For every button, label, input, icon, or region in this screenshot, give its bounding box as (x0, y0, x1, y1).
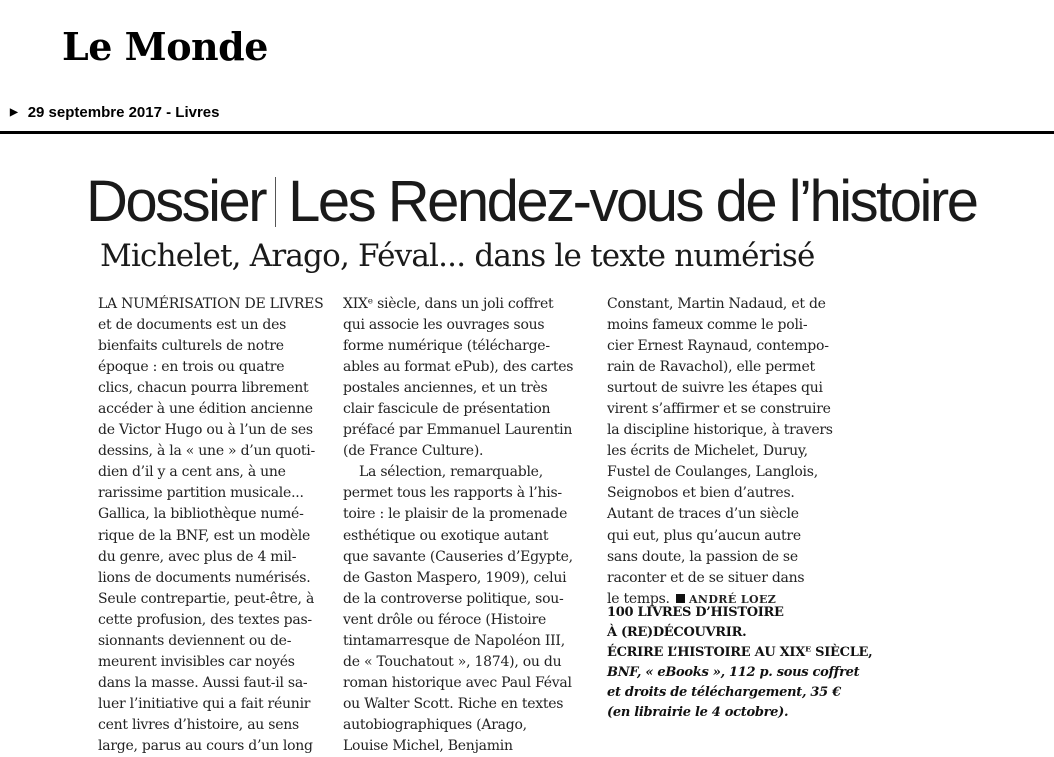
text-line: ou Walter Scott. Riche en textes (343, 695, 564, 712)
article-column-1 (98, 294, 323, 757)
subheadline: Michelet, Arago, Féval... dans le texte numérisé (100, 238, 815, 274)
text-line: autobiographiques (Arago, (343, 716, 527, 733)
text-line: rarissime partition musicale... (98, 485, 304, 502)
end-square-icon (676, 594, 685, 603)
text-line: toire : le plaisir de la promenade (343, 506, 568, 523)
text-line: Seignobos et bien d’autres. (607, 485, 795, 502)
book-info-line: ÉCRIRE L’HISTOIRE AU XIXᴱ SIÈCLE, (607, 645, 873, 661)
text-line: de la controverse politique, sou- (343, 590, 564, 607)
text-line: clair fascicule de présentation (343, 401, 551, 418)
book-info-box (607, 603, 872, 724)
text-line: cent livres d’histoire, au sens (98, 716, 299, 733)
article-column-3 (607, 294, 833, 610)
book-info-line: 100 LIVRES D’HISTOIRE (607, 605, 784, 620)
text-line: luer l’initiative qui a fait réunir (98, 695, 311, 712)
text-line: le temps. (607, 590, 670, 607)
text-line: sionnants deviennent ou de- (98, 632, 292, 649)
author-signature: ANDRÉ LOEZ (688, 592, 777, 606)
text-line: permet tous les rapports à l’his- (343, 485, 562, 502)
book-info-line: (en librairie le 4 octobre). (607, 705, 789, 721)
text-line: large, parus au cours d’un long (98, 737, 313, 754)
masthead-logo: Le Monde (62, 24, 268, 69)
text-line: les écrits de Michelet, Duruy, (607, 443, 808, 460)
text-line: surtout de suivre les étapes qui (607, 380, 823, 397)
book-info-line: et droits de téléchargement, 35 € (607, 685, 841, 701)
text-line: Seule contrepartie, peut-être, à (98, 590, 315, 607)
headline-separator (275, 177, 276, 227)
headline-kicker: Dossier (86, 169, 266, 234)
text-line: LA NUMÉRISATION DE LIVRES (98, 296, 324, 312)
text-line: postales anciennes, et un très (343, 380, 548, 397)
text-line: vent drôle ou féroce (Histoire (343, 611, 546, 628)
text-line: virent s’affirmer et se construire (607, 401, 831, 418)
text-line: la discipline historique, à travers (607, 422, 833, 439)
text-line: dien d’il y a cent ans, à une (98, 464, 286, 481)
text-line: accéder à une édition ancienne (98, 401, 313, 418)
text-line: rain de Ravachol), elle permet (607, 359, 815, 376)
dateline (10, 104, 219, 121)
text-line: lions de documents numérisés. (98, 569, 311, 586)
text-line: meurent invisibles car noyés (98, 653, 295, 670)
dateline-text: 29 septembre 2017 - Livres (27, 104, 220, 121)
text-line: cier Ernest Raynaud, contempo- (607, 338, 829, 355)
text-line: moins fameux comme le poli- (607, 317, 808, 334)
text-line: Gallica, la bibliothèque numé- (98, 506, 304, 523)
text-line: forme numérique (télécharge- (343, 338, 550, 355)
text-line: qui associe les ouvrages sous (343, 317, 545, 334)
text-line: de Victor Hugo ou à l’un de ses (98, 422, 313, 439)
book-info-line: À (RE)DÉCOUVRIR. (607, 625, 747, 641)
text-line: esthétique ou exotique autant (343, 527, 549, 544)
headline-title: Les Rendez-vous de l’histoire (288, 169, 977, 234)
text-line: Constant, Martin Nadaud, et de (607, 296, 826, 312)
text-line: clics, chacun pourra librement (98, 380, 309, 397)
text-line: préfacé par Emmanuel Laurentin (343, 422, 573, 439)
text-line: cette profusion, des textes pas- (98, 611, 312, 628)
text-line: que savante (Causeries d’Egypte, (343, 548, 573, 565)
text-line: tintamarresque de Napoléon III, (343, 632, 565, 649)
text-line: sans doute, la passion de se (607, 548, 798, 565)
text-line: dessins, à la « une » d’un quoti- (98, 443, 315, 460)
text-line: de Gaston Maspero, 1909), celui (343, 569, 567, 586)
text-line: époque : en trois ou quatre (98, 359, 285, 376)
text-line: (de France Culture). (343, 443, 484, 460)
text-line: raconter et de se situer dans (607, 569, 805, 586)
book-info-line: BNF, « eBooks », 112 p. sous coffret (607, 665, 860, 681)
text-line: qui eut, plus qu’aucun autre (607, 527, 801, 544)
text-line: Louise Michel, Benjamin (343, 737, 513, 754)
text-line: rique de la BNF, est un modèle (98, 527, 311, 544)
headline (86, 168, 976, 235)
text-line: Fustel de Coulanges, Langlois, (607, 464, 818, 481)
text-line: de « Touchatout », 1874), ou du (343, 653, 562, 670)
text-line: bienfaits culturels de notre (98, 338, 284, 355)
text-line: roman historique avec Paul Féval (343, 674, 572, 691)
article-column-2 (343, 294, 573, 757)
text-line: ables au format ePub), des cartes (343, 359, 574, 376)
triangle-bullet-icon: ▶ (10, 107, 18, 118)
text-line: XIXᵉ siècle, dans un joli coffret (343, 296, 554, 312)
text-line: et de documents est un des (98, 317, 287, 334)
text-line: Autant de traces d’un siècle (607, 506, 799, 523)
text-line: La sélection, remarquable, (359, 464, 543, 481)
text-line: dans la masse. Aussi faut-il sa- (98, 674, 308, 691)
header-rule (0, 131, 1054, 134)
text-line: du genre, avec plus de 4 mil- (98, 548, 297, 565)
